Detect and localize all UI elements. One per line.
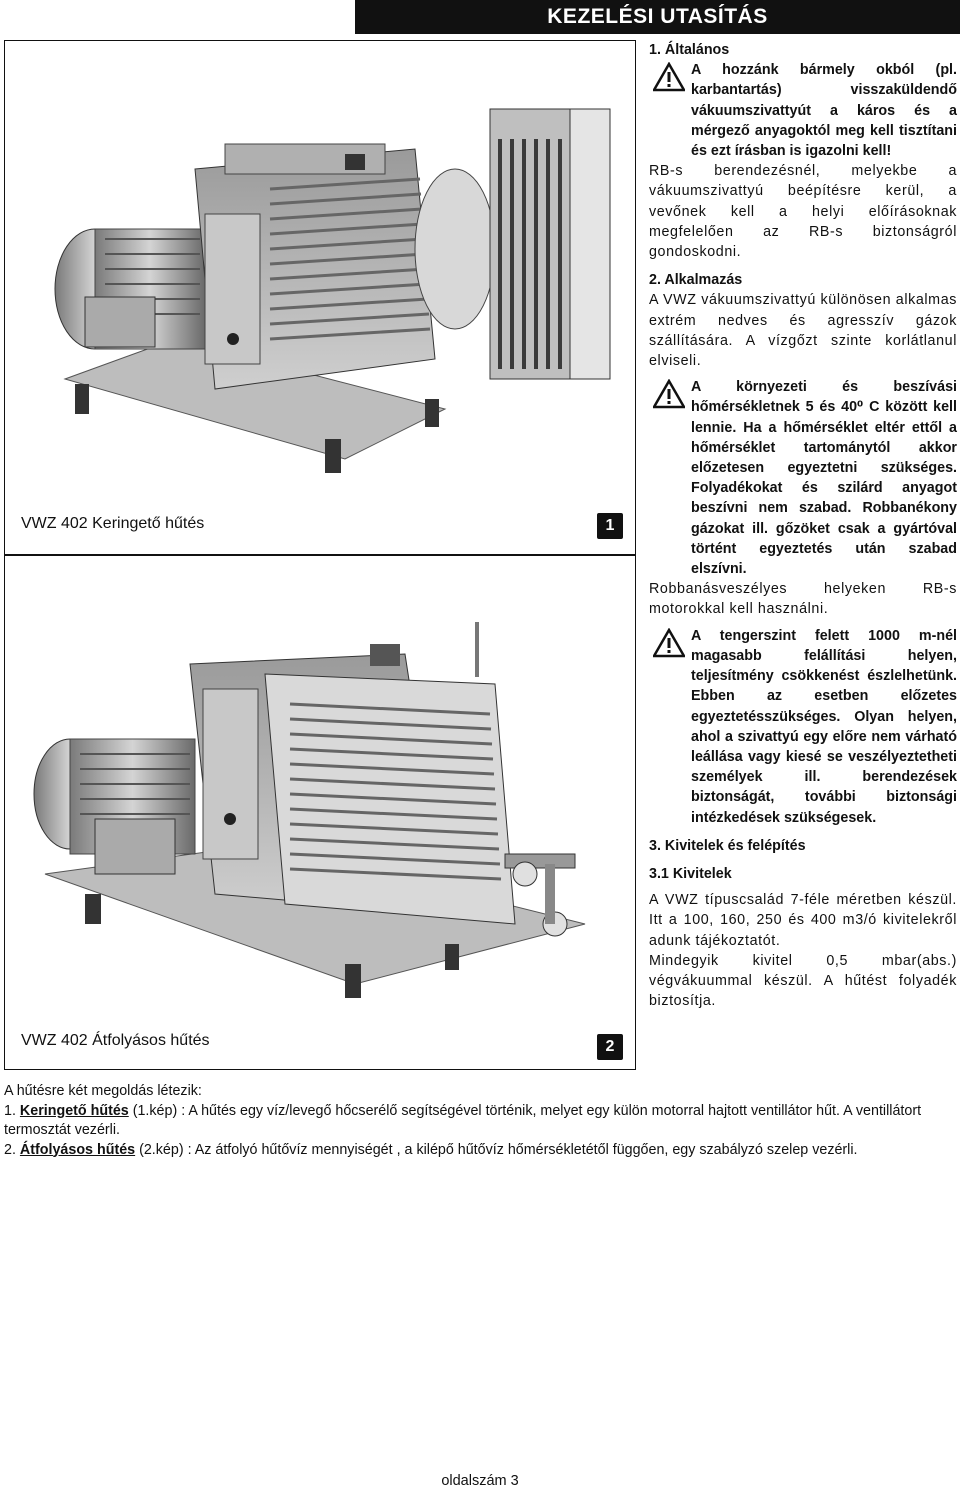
- cooling-intro: A hűtésre két megoldás létezik:: [4, 1083, 202, 1099]
- cooling-item-1-num: 1.: [4, 1102, 16, 1119]
- section-1-title: 1. Általános: [649, 42, 730, 58]
- pump-photo-atfolyasos: [25, 564, 625, 1014]
- warning-icon: [653, 62, 685, 92]
- pump-photo-keringeto: [25, 49, 625, 489]
- figure-1-number: 1: [597, 513, 623, 539]
- section-3-title: 3. Kivitelek és felépítés: [649, 837, 806, 854]
- section-1-text: RB-s berendezésnél, melyekbe a vákuumszivattyú beépítésre kerül, a vevőnek kell a helyi előírásoknak megfelelően az RB-s biztonságról gondoskodni.: [649, 163, 957, 261]
- section-3-1-text: A VWZ típuscsalád 7-féle méretben készül. Itt a 100, 160, 250 és 400 m3/ó kivitelekről adunk tájékoztatót.: [649, 892, 957, 949]
- warning-icon: [653, 379, 685, 409]
- section-3-1-text-2: Mindegyik kivitel 0,5 mbar(abs.) végvákuummal készül. A hűtést folyadék biztosítja.: [649, 952, 957, 1010]
- warning-icon: [653, 628, 685, 658]
- cooling-item-2-text: (2.kép) : Az átfolyó hűtővíz mennyiségét , a kilépő hűtővíz hőmérsékletétől függően, egy szabályzó szelep vezérli.: [135, 1141, 858, 1158]
- cooling-item-2: [4, 1141, 956, 1161]
- cooling-item-1-term: Keringető hűtés: [19, 1102, 129, 1119]
- cooling-item-1-text: (1.kép) : A hűtés egy víz/levegő hőcserélő segítségével történik, melyet egy külön motorral hajtott ventillátor hűt. A ventillátort termosztát vezérli.: [4, 1102, 922, 1138]
- figure-1: [4, 40, 636, 555]
- section-2-text-2: Robbanásveszélyes helyeken RB-s motorokkal kell használni.: [649, 581, 957, 618]
- text-column: [649, 38, 957, 1011]
- warning-3: [649, 626, 957, 828]
- warning-1-text: A hozzánk bármely okból (pl. karbantartás) visszaküldendő vákuumszivattyút a káros és a mérgező anyagoktól meg kell tisztítani és ezt írásban is igazolni kell!: [691, 62, 957, 160]
- cooling-item-1: [4, 1102, 956, 1141]
- cooling-item-2-num: 2.: [4, 1141, 16, 1158]
- section-2-text: A VWZ vákuumszivattyú különösen alkalmas extrém nedves és agresszív gázok szállítására. A vízgőzt szinte korlátlanul elviseli.: [649, 292, 957, 370]
- figure-1-caption: VWZ 402 Keringető hűtés: [21, 515, 205, 532]
- figure-2-number: 2: [597, 1034, 623, 1060]
- warning-2: [649, 377, 957, 579]
- section-3-1-title: 3.1 Kivitelek: [649, 865, 732, 882]
- cooling-description: [4, 1082, 956, 1160]
- figure-2: [4, 555, 636, 1070]
- section-2-title: 2. Alkalmazás: [649, 272, 743, 289]
- warning-3-text: A tengerszint felett 1000 m-nél magasabb felállítási helyen, teljesítmény csökkenést észlelhetünk. Ebben az esetben előzetes egyeztetésszükséges. Olyan helyen, ahol a szivattyú egy előre nem várható leállása vagy kiesé se veszélyeztetheti személyek ill. berendezések biztonságát, további biztonsági intézkedések szükségesek.: [691, 627, 957, 826]
- cooling-item-2-term: Átfolyásos hűtés: [19, 1141, 136, 1158]
- page-title: KEZELÉSI UTASÍTÁS: [355, 0, 960, 34]
- warning-1: [649, 60, 957, 161]
- warning-2-text: A környezeti és beszívási hőmérsékletnek 5 és 40⁰ C között kell lennie. Ha a hőmérséklet eltér ettől a hőmérséklet tartománytól akkor előzetesen egyeztetni szükséges. Folyadékokat és szilárd anyagot beszívni nem szabad. Robbanékony gázokat ill. gőzöket csak a gyártóval történt egyeztetés után szabad elszívni.: [691, 379, 957, 578]
- page-number: oldalszám 3: [441, 1473, 519, 1489]
- figure-2-caption: VWZ 402 Átfolyásos hűtés: [21, 1032, 210, 1049]
